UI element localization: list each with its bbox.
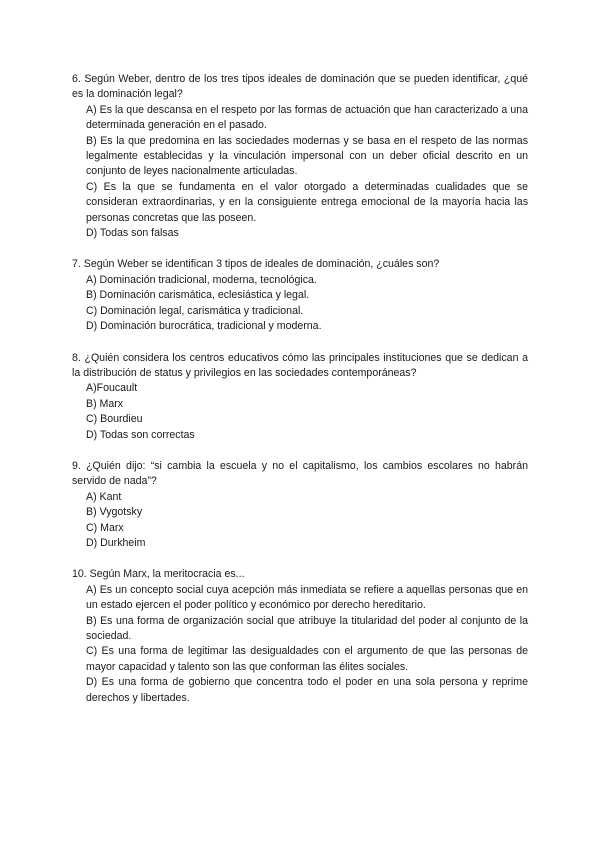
option-a: A) Es la que descansa en el respeto por las formas de actuación que han caracterizado a una determinada generación en el pasado. bbox=[86, 103, 528, 132]
option-a: A) Es un concepto social cuya acepción más inmediata se refiere a aquellas personas que en un estado ejercen el poder político y económico por derecho hereditario. bbox=[86, 583, 528, 612]
options-list bbox=[72, 103, 528, 242]
option-a: A) Dominación tradicional, moderna, tecnológica. bbox=[86, 273, 317, 286]
options-list bbox=[72, 583, 528, 706]
options-list bbox=[72, 490, 528, 552]
option-c: C) Es una forma de legitimar las desigualdades con el argumento de que las personas de mayor capacidad y talento son las que conforman las élites sociales. bbox=[86, 645, 528, 673]
option-c: C) Dominación legal, carismática y tradicional. bbox=[86, 304, 304, 317]
question-text: 7. Según Weber se identifican 3 tipos de ideales de dominación, ¿cuáles son? bbox=[72, 258, 440, 271]
option-b: B) Dominación carismática, eclesiástica y legal. bbox=[86, 289, 310, 302]
question-text: 10. Según Marx, la meritocracia es... bbox=[72, 568, 245, 581]
option-d: D) Es una forma de gobierno que concentra todo el poder en una sola persona y reprime derechos y libertades. bbox=[86, 676, 528, 704]
question-9 bbox=[72, 459, 528, 551]
option-c: C) Es la que se fundamenta en el valor otorgado a determinadas cualidades que se consideran extraordinarias, y en la consiguiente entrega emocional de la mayoría hacia las personas concretas que las poseen. bbox=[86, 180, 528, 224]
options-list bbox=[72, 273, 528, 335]
question-6 bbox=[72, 72, 528, 241]
option-c: C) Marx bbox=[86, 521, 124, 534]
option-d: D) Dominación burocrática, tradicional y moderna. bbox=[86, 320, 322, 333]
option-b: B) Marx bbox=[86, 397, 124, 410]
option-d: D) Todas son falsas bbox=[86, 227, 179, 240]
document-page bbox=[72, 72, 528, 722]
option-b: B) Es la que predomina en las sociedades modernas y se basa en el respeto de las normas legalmente establecidas y la vinculación impersonal con un deber oficial descrito en un conjunto de leyes nacionalmente articuladas. bbox=[86, 134, 528, 178]
question-10 bbox=[72, 567, 528, 706]
question-7 bbox=[72, 257, 528, 334]
options-list bbox=[72, 381, 528, 443]
question-text: 9. ¿Quién dijo: “si cambia la escuela y no el capitalismo, los cambios escolares no habrán servido de nada”? bbox=[72, 459, 528, 488]
option-c: C) Bourdieu bbox=[86, 413, 143, 426]
option-a: A) Kant bbox=[86, 490, 122, 503]
question-text: 8. ¿Quién considera los centros educativos cómo las principales instituciones que se dedican a la distribución de status y privilegios en las sociedades contemporáneas? bbox=[72, 351, 528, 379]
option-d: D) Todas son correctas bbox=[86, 428, 195, 441]
question-text: 6. Según Weber, dentro de los tres tipos ideales de dominación que se pueden identificar, ¿qué es la dominación legal? bbox=[72, 73, 528, 101]
option-d: D) Durkheim bbox=[86, 536, 146, 549]
option-a: A)Foucault bbox=[86, 382, 138, 395]
option-b: B) Vygotsky bbox=[86, 506, 143, 519]
option-b: B) Es una forma de organización social que atribuye la titularidad del poder al conjunto de la sociedad. bbox=[86, 614, 528, 642]
question-8 bbox=[72, 351, 528, 443]
